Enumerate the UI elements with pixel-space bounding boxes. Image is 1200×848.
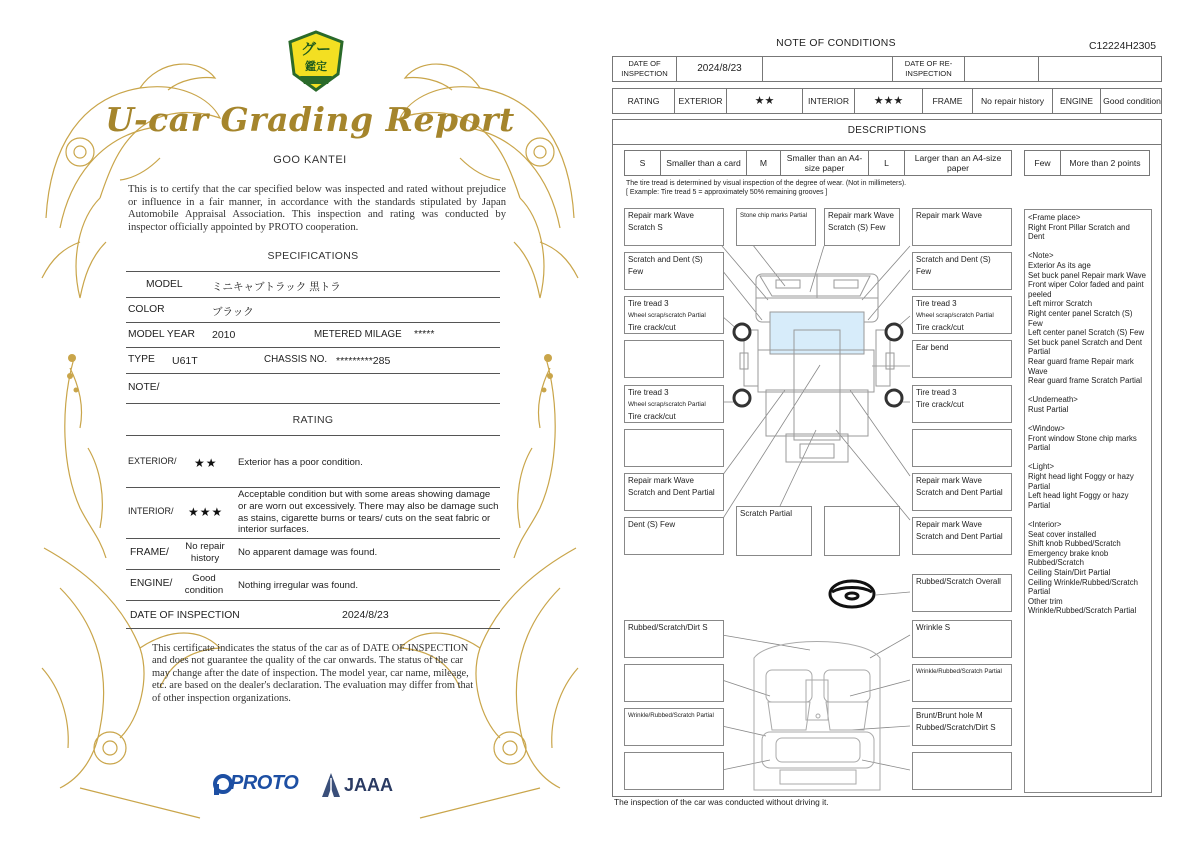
- model-value: ミニキャブトラック 黒トラ: [212, 281, 341, 293]
- reinspection-label: DATE OF RE-INSPECTION: [893, 57, 965, 81]
- damage-box: [912, 620, 1012, 658]
- metered-milage-label: METERED MILAGE: [314, 329, 402, 340]
- badge-main-text: グー: [300, 41, 331, 58]
- date-of-inspection-label: DATE OF INSPECTION: [130, 610, 240, 621]
- exterior-description: Exterior has a poor condition.: [238, 457, 363, 468]
- frame-value: No repair history: [185, 541, 225, 564]
- damage-text: Wheel scrap/scratch Partial: [628, 401, 706, 408]
- legend-s-desc: Smaller than a card: [661, 151, 747, 175]
- note-frame-place: <Frame place> Right Front Pillar Scratch and Dent: [1028, 213, 1130, 242]
- tire-note: The tire tread is determined by visual inspection of the degree of wear. (Not in millimeters).: [626, 180, 907, 187]
- damage-text: Stone chip marks Partial: [740, 212, 808, 219]
- divider: [126, 538, 500, 539]
- damage-box: [624, 708, 724, 746]
- chassis-label: CHASSIS NO.: [264, 354, 328, 365]
- exterior-label: EXTERIOR: [675, 89, 727, 113]
- descriptions-heading: DESCRIPTIONS: [847, 125, 927, 136]
- legend-few-desc: More than 2 points: [1069, 158, 1141, 168]
- damage-box: [624, 208, 724, 246]
- note-general: <Note> Exterior As its age Set buck panel Repair mark Wave Front wiper Color faded and paint peeled Left mirror Scratch Right center panel Scratch (S) Few Left center panel Scratch (S) Few Set buck panel Scratch and Dent Partial Rear guard frame Repair mark Wave Rear guard frame Scratch Partial: [1028, 251, 1147, 386]
- damage-box: [912, 340, 1012, 378]
- interior-label: INTERIOR/: [128, 506, 174, 516]
- damage-text: Repair mark Wave: [916, 476, 982, 485]
- divider: [126, 271, 500, 272]
- damage-box: [912, 208, 1012, 246]
- damage-box: [624, 429, 724, 467]
- doi-label: DATE OF INSPECTION: [613, 57, 677, 81]
- damage-box: [912, 574, 1012, 612]
- damage-text: Scratch and Dent Partial: [916, 488, 1003, 497]
- damage-box: [824, 506, 900, 556]
- engine-label: ENGINE: [1053, 89, 1101, 113]
- note-of-conditions-sheet: [610, 30, 1166, 815]
- damage-box: [624, 340, 724, 378]
- damage-box: [624, 664, 724, 702]
- color-label: COLOR: [128, 304, 165, 315]
- damage-text: Rubbed/Scratch Overall: [916, 577, 1001, 586]
- divider: [126, 297, 500, 298]
- divider: [126, 487, 500, 488]
- sheet-title: NOTE OF CONDITIONS: [776, 38, 896, 49]
- date-of-inspection-value: 2024/8/23: [342, 609, 389, 621]
- jaaa-logo-icon: [320, 772, 342, 798]
- damage-box: [912, 664, 1012, 702]
- damage-text: Repair mark Wave: [828, 211, 894, 220]
- damage-text: Tire crack/cut: [916, 400, 964, 409]
- damage-text: Repair mark Wave: [628, 476, 694, 485]
- exterior-label: EXTERIOR/: [128, 456, 177, 466]
- goo-kantei-badge: [286, 30, 346, 92]
- grading-certificate: [40, 28, 580, 828]
- damage-box: [912, 752, 1012, 790]
- tire-example: [ Example: Tire tread 5 = approximately 50% remaining grooves ]: [626, 189, 828, 196]
- note-window: <Window> Front window Stone chip marks Partial: [1028, 424, 1137, 453]
- damage-text: Scratch and Dent Partial: [628, 488, 715, 497]
- damage-box: [624, 620, 724, 658]
- frame-description: No apparent damage was found.: [238, 547, 378, 558]
- damage-text: Tire crack/cut: [916, 323, 964, 332]
- divider: [126, 347, 500, 348]
- specifications-heading: SPECIFICATIONS: [267, 250, 359, 262]
- damage-text: Wheel scrap/scratch Partial: [628, 312, 706, 319]
- damage-text: Scratch (S) Few: [828, 223, 886, 232]
- damage-text: Repair mark Wave: [916, 520, 982, 529]
- certificate-footer: This certificate indicates the status of the car as of DATE OF INSPECTION and does not guarantee the quality of the car onwards. The status of the car may change after the date of inspection. The model year, car name, mileage, etc. are based on the dealer's declaration. The evaluation may differ from that of other inspection organizations.: [152, 643, 474, 704]
- doi-value: 2024/8/23: [677, 57, 763, 81]
- damage-text: Repair mark Wave: [628, 211, 694, 220]
- note-label: NOTE/: [128, 382, 160, 393]
- damage-text: Rubbed/Scratch/Dirt S: [628, 623, 708, 632]
- divider: [126, 322, 500, 323]
- chassis-value: *********285: [336, 355, 391, 367]
- damage-box: [912, 296, 1012, 334]
- exterior-stars: ★★: [194, 456, 218, 470]
- damage-text: Scratch S: [628, 223, 663, 232]
- engine-value: Good condition: [184, 573, 224, 596]
- damage-box: [912, 429, 1012, 467]
- damage-box: [912, 517, 1012, 555]
- damage-box: [736, 208, 816, 246]
- damage-text: Dent (S) Few: [628, 520, 676, 529]
- engine-label: ENGINE/: [130, 578, 173, 589]
- damage-box: [824, 208, 900, 246]
- color-value: ブラック: [212, 306, 254, 318]
- damage-text: Tire tread 3: [916, 299, 957, 308]
- legend-m-desc: Smaller than an A4-size paper: [781, 151, 869, 175]
- damage-text: Scratch and Dent (S) Few: [628, 255, 703, 276]
- divider: [126, 600, 500, 601]
- model-label: MODEL: [146, 279, 183, 290]
- divider: [126, 628, 500, 629]
- damage-box: [624, 473, 724, 511]
- legend-l-desc: Larger than an A4-size paper: [914, 153, 1002, 173]
- inspection-disclaimer: The inspection of the car was conducted without driving it.: [614, 797, 829, 807]
- legend-s: S: [625, 151, 661, 175]
- legend-l: L: [869, 151, 905, 175]
- damage-text: Repair mark Wave: [916, 211, 982, 220]
- damage-text: Tire crack/cut: [628, 412, 676, 421]
- interior-stars: ★★★: [188, 505, 224, 519]
- damage-box: [624, 252, 724, 290]
- note-light: <Light> Right head light Foggy or hazy Partial Left head light Foggy or hazy Partial: [1028, 462, 1134, 510]
- divider: [126, 373, 500, 374]
- damage-box: [624, 385, 724, 423]
- damage-text: Wrinkle/Rubbed/Scratch Partial: [628, 712, 714, 719]
- certificate-title: U-car Grading Report: [105, 100, 515, 139]
- damage-text: Tire tread 3: [628, 299, 669, 308]
- damage-box: [912, 252, 1012, 290]
- damage-box: [912, 708, 1012, 746]
- divider: [126, 569, 500, 570]
- ornamental-frame: [40, 28, 580, 828]
- type-label: TYPE: [128, 354, 155, 365]
- engine-value: Good condition: [1103, 96, 1161, 106]
- proto-logo-icon: [212, 773, 232, 795]
- metered-milage-value: *****: [414, 328, 435, 340]
- logos: [212, 772, 412, 800]
- proto-logo-text: PROTO: [230, 772, 299, 794]
- rating-heading: RATING: [292, 414, 334, 426]
- damage-box: [624, 517, 724, 555]
- steering-wheel-icon: [830, 581, 874, 607]
- badge-sub-text: 鑑定: [305, 61, 327, 73]
- damage-text: Tire tread 3: [628, 388, 669, 397]
- model-year-value: 2010: [212, 329, 236, 341]
- divider: [126, 435, 500, 436]
- frame-label: FRAME: [923, 89, 973, 113]
- damage-text: Scratch and Dent (S) Few: [916, 255, 991, 276]
- certificate-intro: This is to certify that the car specified below was inspected and rated without prejudice or influence in a fair manner, in accordance with the standards stipulated by Japan Automobile Appraisal Association. This inspection and rating was conducted by inspector officially appointed by PROTO cooperation.: [128, 184, 506, 233]
- damage-text: Brunt/Brunt hole M: [916, 711, 983, 720]
- damage-text: Tire crack/cut: [628, 323, 676, 332]
- exterior-stars: ★★: [727, 89, 803, 113]
- interior-label: INTERIOR: [803, 89, 855, 113]
- damage-text: Scratch and Dent Partial: [916, 532, 1003, 541]
- jaaa-logo-text: JAAA: [344, 775, 394, 795]
- frame-value: No repair history: [973, 89, 1053, 113]
- interior-stars: ★★★: [855, 89, 923, 113]
- divider: [126, 403, 500, 404]
- damage-text: Wheel scrap/scratch Partial: [916, 312, 994, 319]
- damage-text: Wrinkle/Rubbed/Scratch Partial: [916, 668, 1002, 675]
- note-underneath: <Underneath> Rust Partial: [1028, 395, 1078, 414]
- note-interior: <Interior> Seat cover installed Shift knob Rubbed/Scratch Emergency brake knob Rubbed/Scratch Ceiling Stain/Dirt Partial Ceiling Wrinkle/Rubbed/Scratch Partial Other trim Wrinkle/Rubbed/Scratch Partial: [1028, 520, 1138, 616]
- damage-text: Ear bend: [916, 343, 949, 352]
- damage-box: [912, 385, 1012, 423]
- model-year-label: MODEL YEAR: [128, 329, 195, 340]
- damage-text: Wrinkle S: [916, 623, 951, 632]
- damage-box: [736, 506, 812, 556]
- damage-text: Rubbed/Scratch/Dirt S: [916, 723, 996, 732]
- engine-description: Nothing irregular was found.: [238, 580, 358, 591]
- type-value: U61T: [172, 355, 198, 367]
- damage-box: [912, 473, 1012, 511]
- legend-m: M: [747, 151, 781, 175]
- damage-box: [624, 752, 724, 790]
- damage-box: [624, 296, 724, 334]
- damage-text: Tire tread 3: [916, 388, 957, 397]
- interior-description: Acceptable condition but with some areas showing damage or are worn out excessively. There may also be damage such as stains, cigarette burns or tears/ cuts on the seat fabric or interior surfaces.: [238, 489, 499, 536]
- legend-few: Few: [1025, 151, 1061, 175]
- frame-label: FRAME/: [130, 547, 169, 558]
- notes-panel: [1024, 209, 1152, 793]
- damage-text: Scratch Partial: [740, 509, 793, 518]
- rating-label: RATING: [613, 89, 675, 113]
- issuer-name: GOO KANTEI: [273, 154, 347, 166]
- reference-code: C12224H2305: [1088, 41, 1156, 52]
